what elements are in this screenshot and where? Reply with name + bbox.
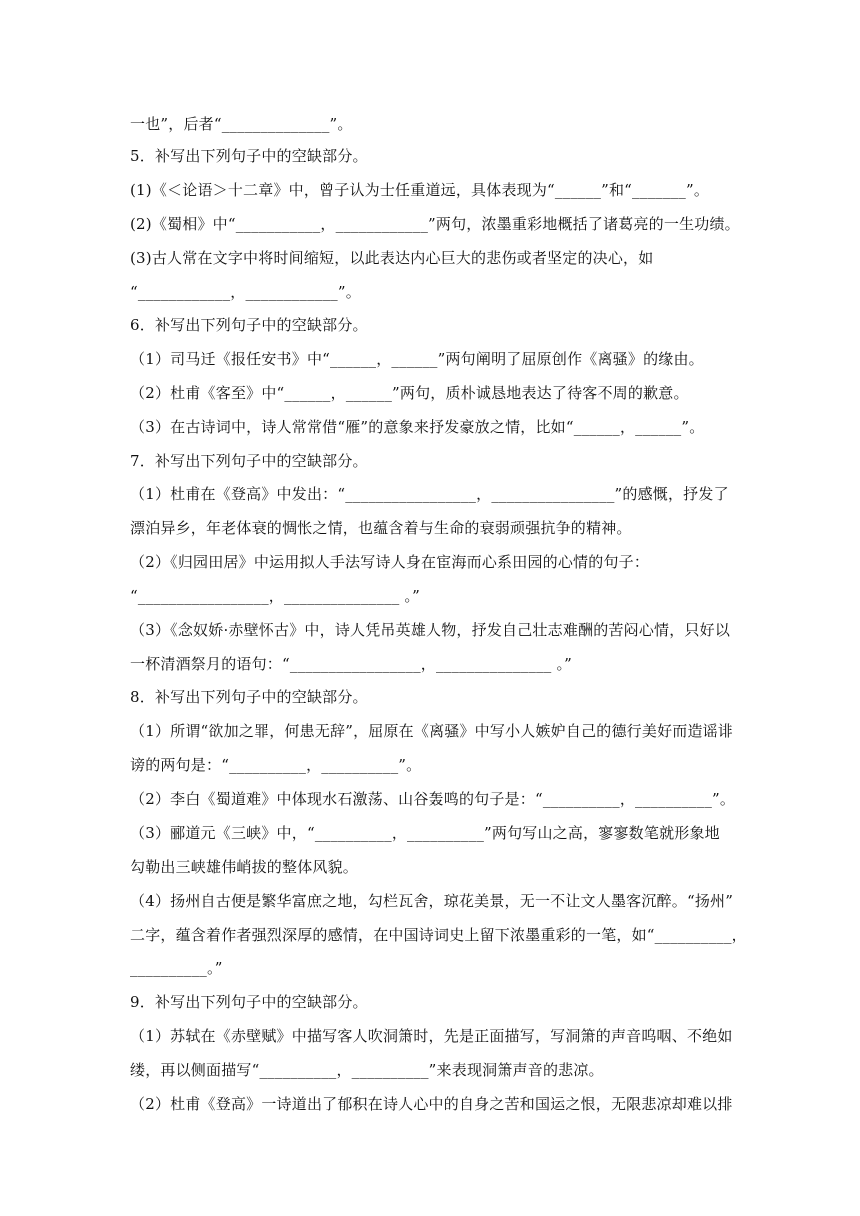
text-line: (3)古人常在文字中将时间缩短，以此表达内心巨大的悲伤或者坚定的决心，如	[130, 249, 654, 267]
text-line: （2）李白《蜀道难》中体现水石激荡、山谷轰鸣的句子是：“__________，__________”。	[130, 790, 736, 808]
text-line: （2）杜甫《登高》一诗道出了郁积在诗人心中的自身之苦和国运之恨，无限悲凉却难以排	[130, 1095, 733, 1113]
question-8-heading: 8．补写出下列句子中的空缺部分。	[130, 688, 368, 706]
text-line: 漂泊异乡，年老体衰的惆怅之情，也蕴含着与生命的衰弱顽强抗争的精神。	[130, 519, 632, 537]
text-line: 缕，再以侧面描写“__________，__________”来表现洞箫声音的悲凉。	[130, 1061, 604, 1079]
text-line: 一也”，后者“______________”。	[130, 115, 353, 133]
text-line: （1）所谓“欲加之罪，何患无辞”，屈原在《离骚》中写小人嫉妒自己的德行美好而造谣诽	[130, 722, 734, 740]
text-line: “_________________，_______________ 。”	[130, 587, 421, 605]
question-9-heading: 9．补写出下列句子中的空缺部分。	[130, 993, 368, 1011]
text-line: __________。”	[130, 959, 223, 977]
text-line: （2）杜甫《客至》中“______，______”两句，质朴诚恳地表达了待客不周的歉意。	[130, 384, 689, 402]
text-line: （3）《念奴娇·赤壁怀古》中，诗人凭吊英雄人物，抒发自己壮志难酬的苦闷心情，只好以	[130, 621, 731, 639]
question-6-heading: 6．补写出下列句子中的空缺部分。	[130, 316, 368, 334]
text-line: 二字，蕴含着作者强烈深厚的感情，在中国诗词史上留下浓墨重彩的一笔，如“__________，	[130, 926, 747, 944]
text-line: 谤的两句是：“__________，__________”。	[130, 756, 422, 774]
text-line: (2)《蜀相》中“___________，____________”两句，浓墨重彩地概括了诸葛亮的一生功绩。	[130, 215, 740, 233]
text-line: “____________，____________”。	[130, 283, 361, 301]
text-line: 勾勒出三峡雄伟峭拔的整体风貌。	[130, 858, 359, 876]
text-line: （4）扬州自古便是繁华富庶之地，勾栏瓦舍，琼花美景，无一不让文人墨客沉醉。“扬州”	[130, 892, 734, 910]
text-line: （1）苏轼在《赤壁赋》中描写客人吹洞箫时，先是正面描写，写洞箫的声音呜咽、不绝如	[130, 1027, 733, 1045]
text-line: （3）郦道元《三峡》中，“__________，__________”两句写山之高，寥寥数笔就形象地	[130, 824, 720, 842]
text-line: 一杯清酒祭月的语句：“_________________，_______________ 。”	[130, 655, 573, 673]
text-line: （2）《归园田居》中运用拟人手法写诗人身在宦海而心系田园的心情的句子：	[130, 553, 650, 571]
question-7-heading: 7．补写出下列句子中的空缺部分。	[130, 452, 368, 470]
text-line: （1）杜甫在《登高》中发出：“_________________，________________”的感慨，抒发了	[130, 485, 729, 503]
question-5-heading: 5．补写出下列句子中的空缺部分。	[130, 147, 368, 165]
text-line: （1）司马迁《报任安书》中“______，______”两句阐明了屈原创作《离骚》的缘由。	[130, 350, 704, 368]
text-line: (1)《＜论语＞十二章》中，曾子认为士任重道远，具体表现为“______”和“_______”。	[130, 181, 710, 199]
text-line: （3）在古诗词中，诗人常常借“雁”的意象来抒发豪放之情，比如“______，______”。	[130, 418, 705, 436]
